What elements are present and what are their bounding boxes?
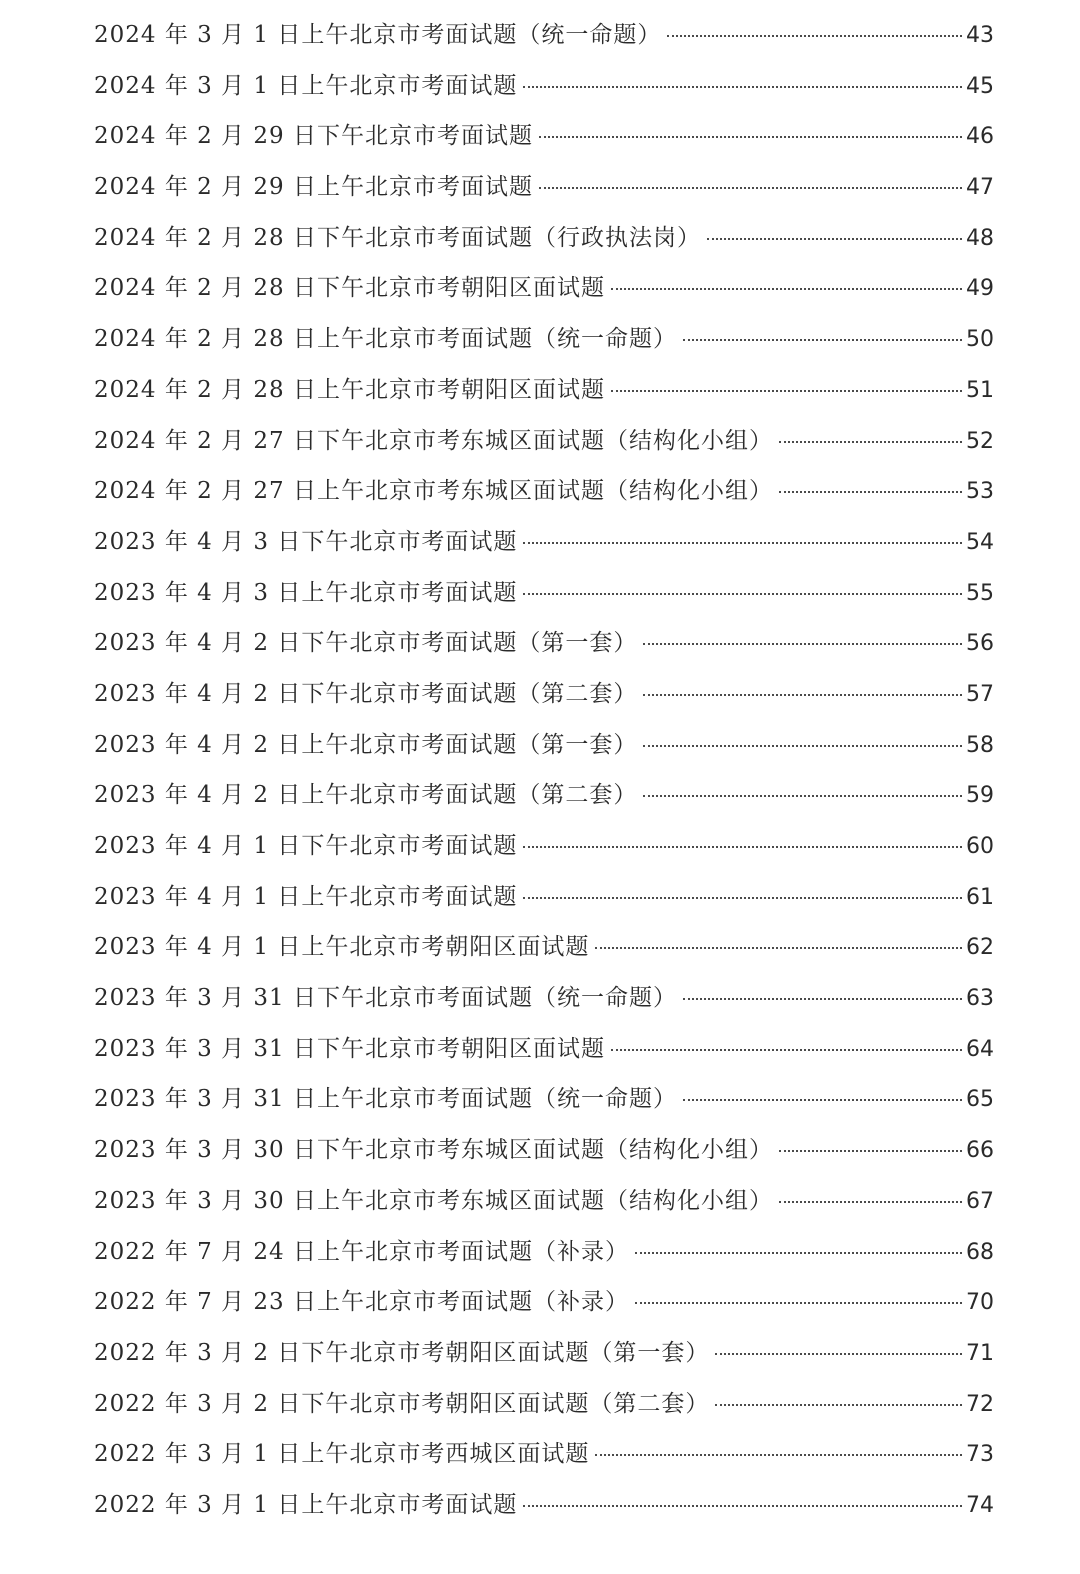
dot-leader bbox=[643, 745, 962, 747]
toc-entry-page-number: 57 bbox=[966, 681, 994, 707]
dot-leader bbox=[611, 288, 962, 290]
toc-entry-title: 2024 年 2 月 28 日下午北京市考面试题（行政执法岗） bbox=[94, 224, 701, 251]
toc-entry[interactable] bbox=[94, 1227, 994, 1278]
toc-entry-title: 2023 年 4 月 3 日上午北京市考面试题 bbox=[94, 579, 518, 606]
dot-leader bbox=[683, 998, 962, 1000]
toc-entry-page-number: 65 bbox=[966, 1087, 994, 1113]
toc-entry-page-number: 61 bbox=[966, 884, 994, 910]
dot-leader bbox=[707, 238, 962, 240]
toc-entry[interactable] bbox=[94, 922, 994, 973]
dot-leader bbox=[523, 86, 962, 88]
toc-entry-title: 2024 年 2 月 27 日下午北京市考东城区面试题（结构化小组） bbox=[94, 427, 773, 454]
toc-entry-title: 2024 年 2 月 29 日上午北京市考面试题 bbox=[94, 174, 533, 201]
toc-entry-page-number: 46 bbox=[966, 124, 994, 150]
dot-leader bbox=[643, 795, 962, 797]
toc-entry-page-number: 43 bbox=[966, 23, 994, 48]
toc-entry[interactable] bbox=[94, 1277, 994, 1328]
dot-leader bbox=[683, 1099, 962, 1101]
toc-entry-page-number: 48 bbox=[966, 225, 994, 251]
toc-entry-page-number: 64 bbox=[966, 1036, 994, 1062]
toc-entry-page-number: 71 bbox=[966, 1340, 994, 1366]
toc-entry-title: 2024 年 3 月 1 日上午北京市考面试题（统一命题） bbox=[94, 22, 662, 48]
table-of-contents bbox=[94, 10, 994, 1531]
toc-entry-page-number: 59 bbox=[966, 783, 994, 809]
toc-entry-title: 2023 年 4 月 1 日上午北京市考朝阳区面试题 bbox=[94, 934, 590, 961]
toc-entry-title: 2023 年 3 月 30 日下午北京市考东城区面试题（结构化小组） bbox=[94, 1137, 773, 1164]
toc-entry-title: 2022 年 7 月 23 日上午北京市考面试题（补录） bbox=[94, 1289, 629, 1316]
toc-entry-page-number: 62 bbox=[966, 935, 994, 961]
toc-entry[interactable] bbox=[94, 517, 994, 568]
toc-entry[interactable] bbox=[94, 1024, 994, 1075]
toc-entry-page-number: 74 bbox=[966, 1492, 994, 1518]
toc-entry[interactable] bbox=[94, 618, 994, 669]
toc-entry-title: 2022 年 7 月 24 日上午北京市考面试题（补录） bbox=[94, 1238, 629, 1265]
dot-leader bbox=[779, 441, 962, 443]
dot-leader bbox=[523, 593, 962, 595]
dot-leader bbox=[539, 136, 962, 138]
toc-entry[interactable] bbox=[94, 162, 994, 213]
toc-entry-page-number: 49 bbox=[966, 276, 994, 302]
dot-leader bbox=[635, 1252, 962, 1254]
toc-entry-title: 2023 年 3 月 30 日上午北京市考东城区面试题（结构化小组） bbox=[94, 1187, 773, 1214]
toc-entry-title: 2024 年 2 月 28 日上午北京市考朝阳区面试题 bbox=[94, 376, 605, 403]
dot-leader bbox=[779, 491, 962, 493]
dot-leader bbox=[667, 35, 962, 37]
dot-leader bbox=[635, 1302, 962, 1304]
toc-entry-page-number: 66 bbox=[966, 1138, 994, 1164]
toc-entry-page-number: 45 bbox=[966, 73, 994, 99]
dot-leader bbox=[539, 187, 962, 189]
toc-entry-title: 2023 年 4 月 1 日上午北京市考面试题 bbox=[94, 883, 518, 910]
toc-entry-title: 2023 年 3 月 31 日下午北京市考面试题（统一命题） bbox=[94, 985, 677, 1012]
dot-leader bbox=[523, 846, 962, 848]
toc-entry[interactable] bbox=[94, 416, 994, 467]
toc-entry-title: 2022 年 3 月 2 日下午北京市考朝阳区面试题（第一套） bbox=[94, 1339, 710, 1366]
toc-entry[interactable] bbox=[94, 1429, 994, 1480]
dot-leader bbox=[523, 897, 962, 899]
toc-entry-title: 2024 年 2 月 28 日上午北京市考面试题（统一命题） bbox=[94, 326, 677, 353]
toc-entry[interactable] bbox=[94, 10, 994, 61]
toc-entry[interactable] bbox=[94, 1074, 994, 1125]
toc-entry[interactable] bbox=[94, 1176, 994, 1227]
toc-entry-title: 2024 年 2 月 27 日上午北京市考东城区面试题（结构化小组） bbox=[94, 478, 773, 505]
toc-entry-page-number: 51 bbox=[966, 377, 994, 403]
toc-entry-title: 2023 年 4 月 3 日下午北京市考面试题 bbox=[94, 528, 518, 555]
toc-entry-page-number: 63 bbox=[966, 986, 994, 1012]
toc-entry[interactable] bbox=[94, 314, 994, 365]
toc-entry-title: 2023 年 4 月 2 日上午北京市考面试题（第二套） bbox=[94, 782, 638, 809]
dot-leader bbox=[595, 1454, 962, 1456]
toc-entry-page-number: 52 bbox=[966, 428, 994, 454]
toc-entry-page-number: 68 bbox=[966, 1239, 994, 1265]
toc-entry-title: 2023 年 3 月 31 日下午北京市考朝阳区面试题 bbox=[94, 1035, 605, 1062]
toc-entry[interactable] bbox=[94, 1328, 994, 1379]
toc-entry[interactable] bbox=[94, 1125, 994, 1176]
toc-entry-page-number: 58 bbox=[966, 732, 994, 758]
toc-entry[interactable] bbox=[94, 872, 994, 923]
toc-entry[interactable] bbox=[94, 821, 994, 872]
toc-entry-page-number: 54 bbox=[966, 529, 994, 555]
dot-leader bbox=[523, 542, 962, 544]
toc-entry-page-number: 72 bbox=[966, 1391, 994, 1417]
dot-leader bbox=[611, 390, 962, 392]
dot-leader bbox=[683, 339, 962, 341]
dot-leader bbox=[715, 1404, 962, 1406]
toc-entry[interactable] bbox=[94, 770, 994, 821]
toc-entry-title: 2024 年 2 月 29 日下午北京市考面试题 bbox=[94, 123, 533, 150]
toc-entry[interactable] bbox=[94, 669, 994, 720]
toc-entry[interactable] bbox=[94, 973, 994, 1024]
toc-entry-title: 2022 年 3 月 1 日上午北京市考面试题 bbox=[94, 1491, 518, 1518]
toc-entry-page-number: 53 bbox=[966, 479, 994, 505]
toc-entry-page-number: 70 bbox=[966, 1290, 994, 1316]
dot-leader bbox=[643, 643, 962, 645]
toc-entry[interactable] bbox=[94, 568, 994, 619]
toc-entry-page-number: 56 bbox=[966, 631, 994, 657]
dot-leader bbox=[643, 694, 962, 696]
toc-entry-page-number: 50 bbox=[966, 327, 994, 353]
toc-entry[interactable] bbox=[94, 1379, 994, 1430]
toc-entry[interactable] bbox=[94, 365, 994, 416]
dot-leader bbox=[779, 1150, 962, 1152]
toc-entry-title: 2022 年 3 月 2 日下午北京市考朝阳区面试题（第二套） bbox=[94, 1390, 710, 1417]
toc-entry[interactable] bbox=[94, 466, 994, 517]
toc-entry[interactable] bbox=[94, 111, 994, 162]
toc-entry[interactable] bbox=[94, 1480, 994, 1531]
dot-leader bbox=[715, 1353, 962, 1355]
toc-entry[interactable] bbox=[94, 61, 994, 112]
dot-leader bbox=[611, 1049, 962, 1051]
toc-entry-title: 2023 年 4 月 2 日上午北京市考面试题（第一套） bbox=[94, 731, 638, 758]
toc-entry-title: 2023 年 4 月 1 日下午北京市考面试题 bbox=[94, 833, 518, 859]
toc-entry-page-number: 55 bbox=[966, 580, 994, 606]
toc-entry-title: 2024 年 3 月 1 日上午北京市考面试题 bbox=[94, 72, 518, 99]
dot-leader bbox=[595, 947, 962, 949]
toc-entry-title: 2023 年 4 月 2 日下午北京市考面试题（第二套） bbox=[94, 680, 638, 707]
toc-entry-page-number: 47 bbox=[966, 175, 994, 201]
dot-leader bbox=[523, 1505, 962, 1507]
toc-entry[interactable] bbox=[94, 213, 994, 264]
toc-entry-title: 2024 年 2 月 28 日下午北京市考朝阳区面试题 bbox=[94, 275, 605, 302]
toc-entry-title: 2023 年 4 月 2 日下午北京市考面试题（第一套） bbox=[94, 630, 638, 657]
toc-entry[interactable] bbox=[94, 720, 994, 771]
toc-entry-title: 2023 年 3 月 31 日上午北京市考面试题（统一命题） bbox=[94, 1086, 677, 1113]
toc-entry-page-number: 60 bbox=[966, 834, 994, 859]
toc-entry-title: 2022 年 3 月 1 日上午北京市考西城区面试题 bbox=[94, 1441, 590, 1468]
toc-entry-page-number: 73 bbox=[966, 1442, 994, 1468]
dot-leader bbox=[779, 1201, 962, 1203]
toc-entry-page-number: 67 bbox=[966, 1188, 994, 1214]
toc-entry[interactable] bbox=[94, 263, 994, 314]
